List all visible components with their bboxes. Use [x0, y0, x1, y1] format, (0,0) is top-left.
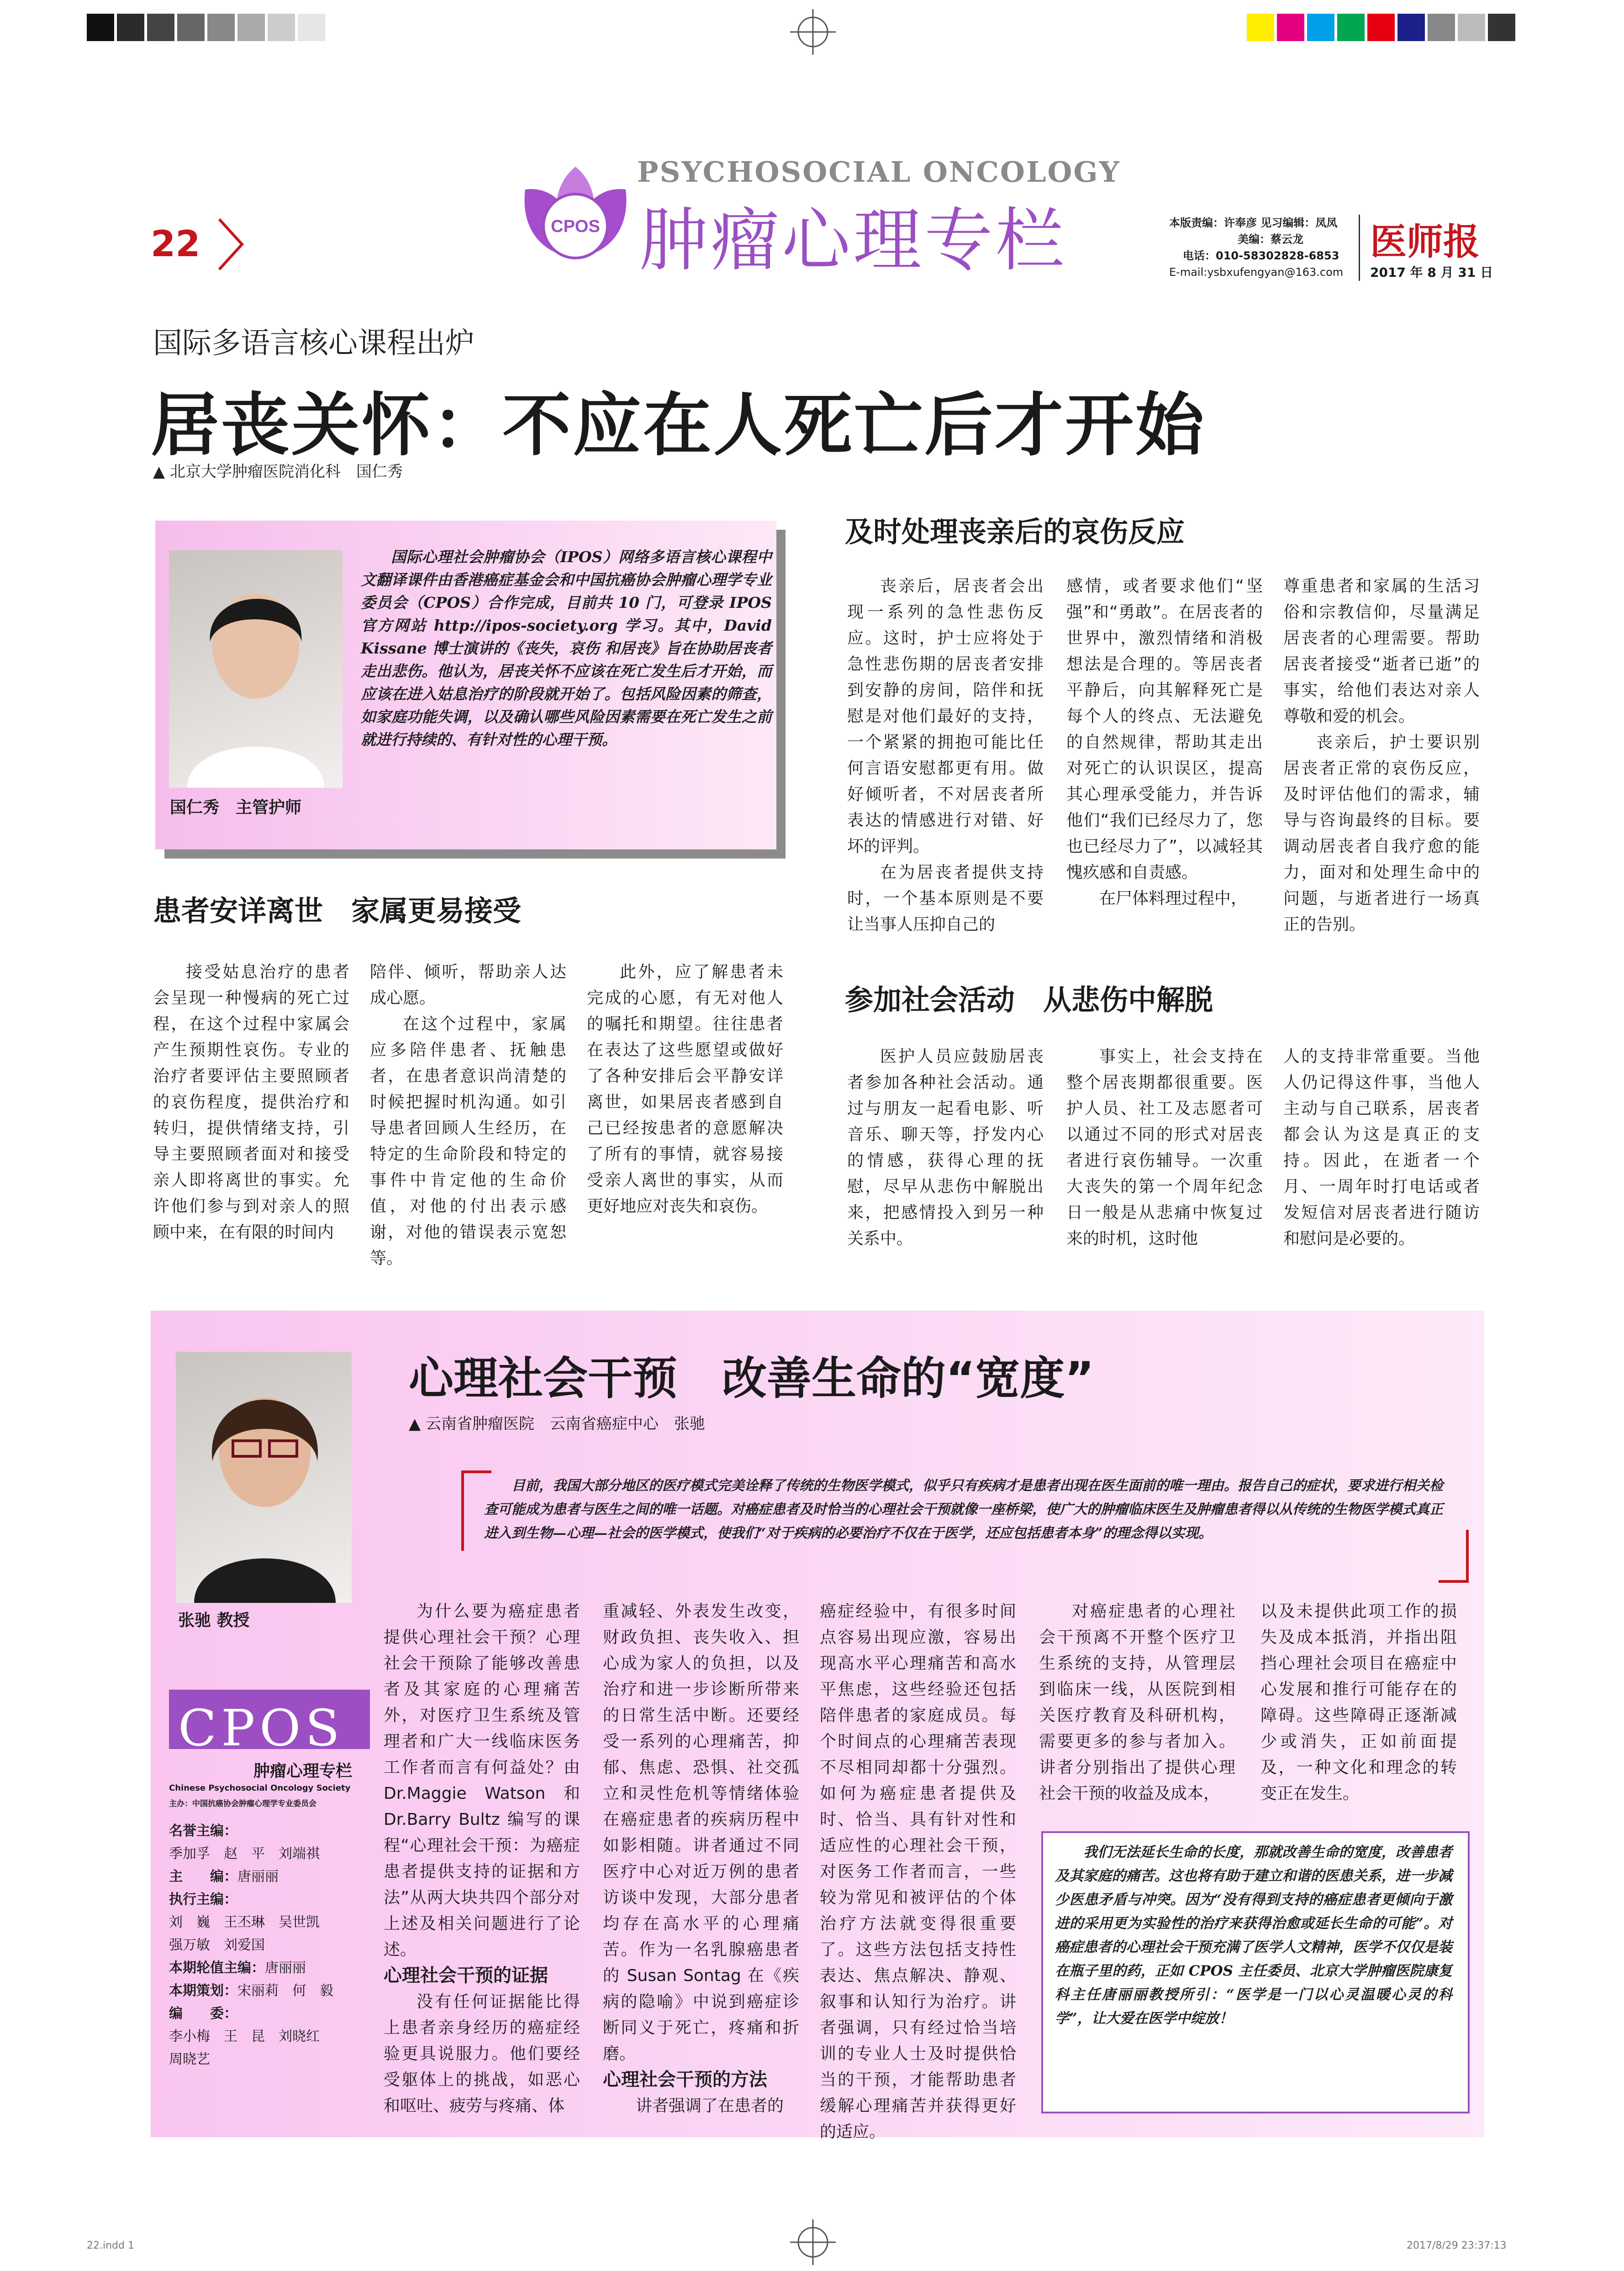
staff-row: 执行主编：	[169, 1892, 237, 1907]
author-photo-guo	[169, 550, 343, 788]
newspaper-name: 医师报	[1370, 220, 1480, 263]
section2-col2: 陪伴、倾听，帮助亲人达成心愿。 在这个过程中，家属应多陪伴患者、抚触患者，在患者意识尚清楚的时候把握时机沟通。如引导患者回顾人生经历，在特定的生命阶段和特定的事件中肯定他的生命价值，对他的付出表示感谢，对他的错误表示宽恕等。	[370, 963, 566, 1268]
article2-col3: 癌症经验中，有很多时间点容易出现应激，容易出现高水平心理痛苦和高水平焦虑，这些经验还包括陪伴患者的家庭成员。每个时间点的心理痛苦表现不尽相同却都十分强烈。如何为癌症患者提供及时、恰当、具有针对性和适应性的心理社会干预，对医务工作者而言，一些较为常见和被评估的个体治疗方法就变得很重要了。这些方法包括支持性表达、焦点解决、静观、叙事和认知行为治疗。讲者强调，只有经过恰当培训的专业人士及时提供恰当的干预，才能帮助患者缓解心理痛苦并获得更好的适应。	[820, 1602, 1016, 2141]
article2-col1: 为什么要为癌症患者提供心理社会干预？心理社会干预除了能够改善患者及其家庭的心理痛苦外，对医疗卫生系统及管理者和广大一线临床医务工作者而言有何益处？由 Dr.Maggie Watson 和 Dr.Barry Bultz 编写的课程“心理社会干预：为癌症患者提供支持的证据和方法”从两大块共四个部分对上述及相关问题进行了论述。 心理社会干预的证据 没有任何证据能比得上患者亲身经历的癌症经验更具说服力。他们要经受躯体上的挑战，如恶心和呕吐、疲劳与疼痛、体	[384, 1602, 580, 2115]
section1-col2: 感情，或者要求他们“坚强”和“勇敢”。在居丧者的世界中，激烈情绪和消极想法是合理的。等居丧者平静后，向其解释死亡是每个人的终点、无法避免的自然规律，帮助其走出对死亡的认识误区，提高其心理承受能力，并告诉他们“我们已经尽力了，您也已经尽力了”，以减轻其愧疚感和自责感。 在尸体料理过程中，	[1066, 577, 1263, 908]
crop-mark-bottom-icon	[786, 2219, 840, 2265]
section2-col1: 接受姑息治疗的患者会呈现一种慢病的死亡过程，在这个过程中家属会产生预期性哀伤。专业的治疗者要评估主要照顾者的哀伤程度，提供治疗和转归，提供情绪支持，引导主要照顾者面对和接受亲人即将离世的事实。允许他们参与到对亲人的照顾中来，在有限的时间内	[153, 963, 349, 1242]
subheading-methods: 心理社会干预的方法	[603, 2069, 767, 2090]
sidebar-society-en: Chinese Psychosocial Oncology Society	[169, 1783, 351, 1793]
section1-col1: 丧亲后，居丧者会出现一系列的急性悲伤反应。这时，护士应将处于急性悲伤期的居丧者安排到安静的房间，陪伴和抚慰是对他们最好的支持，一个紧紧的拥抱可能比任何言语安慰都更有用。做好倾听者，不对居丧者所表达的情感进行对错、好坏的评判。 在为居丧者提供支持时，一个基本原则是不要让当事人压抑自己的	[847, 577, 1044, 934]
section2-col3: 此外，应了解患者未完成的心愿，有无对他人的嘱托和期望。往往患者在表达了这些愿望或做好了各种安排后会平静安详离世，如果居丧者感到自己已经按患者的意愿解决了所有的事情，就容易接受亲人离世的事实，从而更好地应对丧失和哀伤。	[587, 963, 783, 1216]
crop-mark-top-icon	[786, 9, 840, 55]
staff-row: 本期轮值主编：唐丽丽	[169, 1960, 306, 1976]
staff-row: 季加孚 赵 平 刘端祺	[169, 1846, 320, 1862]
sidebar-box	[169, 1690, 370, 2110]
sidebar-staff	[169, 1820, 370, 2071]
staff-row: 李小梅 王 昆 刘晓红	[169, 2029, 320, 2044]
staff-row: 名誉主编：	[169, 1823, 237, 1839]
article2-lead: 目前，我国大部分地区的医疗模式完美诠释了传统的生物医学模式，似乎只有疾病才是患者出现在医生面前的唯一理由。报告自己的症状，要求进行相关检查可能成为患者与医生之间的唯一话题。对癌症患者及时恰当的心理社会干预就像一座桥梁，使广大的肿瘤临床医生及肿瘤患者得以从传统的生物医学模式真正进入到生物—心理—社会的医学模式，使我们“对于疾病的必要治疗不仅在于医学，还应包括患者本身”的理念得以实现。	[484, 1478, 1443, 1541]
footer-slug-left: 22.indd 1	[87, 2240, 134, 2251]
header-divider	[1359, 215, 1360, 281]
cpos-lotus-logo-icon	[507, 158, 644, 276]
section1-heading: 及时处理丧亲后的哀伤反应	[845, 515, 1185, 548]
staff-row: 本期策划：宋丽莉 何 毅	[169, 1983, 333, 1999]
article1-byline: ▲ 北京大学肿瘤医院消化科 国仁秀	[153, 463, 403, 481]
article2-col2: 重减轻、外表发生改变，财政负担、丧失收入、担心成为家人的负担，以及治疗和进一步诊断所带来的日常生活中断。还要经受一系列的心理痛苦，抑郁、焦虑、恐惧、社交孤立和灵性危机等情绪体验在癌症患者的疾病历程中如影相随。讲者通过不同医疗中心对近万例的患者访谈中发现，大部分患者均存在高水平的心理痛苦。作为一名乳腺癌患者的 Susan Sontag 在《疾病的隐喻》中说到癌症诊断同义于死亡，疼痛和折磨。 心理社会干预的方法 讲者强调了在患者的	[603, 1602, 799, 2115]
registration-bars-left	[87, 14, 343, 44]
section3-col1: 医护人员应鼓励居丧者参加各种社会活动。通过与朋友一起看电影、听音乐、聊天等，抒发内心的情感，获得心理的抚慰，尽早从悲伤中解脱出来，把感情投入到另一种关系中。	[847, 1047, 1044, 1248]
section3-heading: 参加社会活动 从悲伤中解脱	[845, 983, 1213, 1017]
photo-caption-guo: 国仁秀 主管护师	[170, 798, 302, 817]
sidebar-sponsor: 主办：中国抗癌协会肿瘤心理学专业委员会	[169, 1799, 316, 1808]
article2-col4: 对癌症患者的心理社会干预离不开整个医疗卫生系统的支持，从管理层到临床一线，从医院到相关医疗教育及科研机构，需要更多的参与者加入。讲者分别指出了提供心理社会干预的收益及成本，	[1039, 1602, 1235, 1803]
designer-line: 美编：蔡云龙	[1238, 233, 1303, 246]
quote-text: 我们无法延长生命的长度，那就改善生命的宽度，改善患者及其家庭的痛苦。这也将有助于建立和谐的医患关系，进一步减少医患矛盾与冲突。因为“没有得到支持的癌症患者更倾向于激进的采用更为实验性的治疗来获得治愈或延长生命的可能”。对癌症患者的心理社会干预充满了医学人文精神，医学不仅仅是装在瓶子里的药，正如 CPOS 主任委员、北京大学肿瘤医院康复科主任唐丽丽教授所引：“医学是一门以心灵温暖心灵的科学”，让大爱在医学中绽放！	[1055, 1844, 1453, 2027]
photo-caption-zhang: 张驰 教授	[178, 1611, 250, 1630]
article1-kicker: 国际多语言核心课程出炉	[153, 327, 475, 360]
staff-row: 刘 巍 王丕琳 吴世凯	[169, 1914, 320, 1930]
intro-text: 国际心理社会肿瘤协会（IPOS）网络多语言核心课程中文翻译课件由香港癌症基金会和中国抗癌协会肿瘤心理学专业委员会（CPOS）合作完成，目前共 10 门，可登录 IPOS 官方网站 http://ipos-society.org 学习。其中，David Kissane 博士演讲的《丧失，哀伤 和居丧》旨在协助居丧者走出悲伤。他认为，居丧关怀不应该在死亡发生后才开始，而应该在进入姑息治疗的阶段就开始了。包括风险因素的筛查，如家庭功能失调，以及确认哪些风险因素需要在死亡发生之前就进行持续的、有针对性的心理干预。	[361, 548, 772, 748]
phone-line: 电话：010-58302828-6853	[1183, 249, 1339, 262]
author-photo-zhang	[176, 1352, 352, 1603]
column-title: 肿瘤心理专栏	[639, 201, 1067, 280]
article2-col5: 以及未提供此项工作的损失及成本抵消，并指出阻挡心理社会项目在癌症中心发展和推行可能存在的障碍。这些障碍正逐渐减少或消失，正如前面提及，一种文化和理念的转变正在发生。	[1260, 1602, 1457, 1803]
footer-slug-right: 2017/8/29 23:37:13	[1407, 2240, 1507, 2251]
issue-date: 2017 年 8 月 31 日	[1370, 265, 1493, 280]
staff-row: 周晓艺	[169, 2051, 210, 2067]
registration-bars-right	[1247, 14, 1539, 44]
editor-line: 本版责编：许奉彦 见习编辑：凤凤	[1169, 216, 1338, 229]
section1-col3: 尊重患者和家属的生活习俗和宗教信仰，尽量满足居丧者的心理需要。帮助居丧者接受“逝者已逝”的事实，给他们表达对亲人尊敬和爱的机会。 丧亲后，护士要识别居丧者正常的哀伤反应，及时评估他们的需求，辅导与咨询最终的目标。要调动居丧者自我疗愈的能力，面对和处理生命中的问题，与逝者进行一场真正的告别。	[1283, 577, 1480, 934]
staff-row: 主 编：唐丽丽	[169, 1869, 279, 1885]
article2-headline: 心理社会干预 改善生命的“宽度”	[409, 1353, 1094, 1405]
sidebar-logo-letters: CPOS	[178, 1699, 344, 1757]
portrait-icon	[169, 550, 343, 788]
editor-info	[1169, 215, 1352, 280]
section3-col3: 人的支持非常重要。当他人仍记得这件事，当他人主动与自己联系，居丧者都会认为这是真正的支持。因此，在逝者一个月、一周年时打电话或者发短信对居丧者进行随访和慰问是必要的。	[1283, 1047, 1480, 1248]
article2-byline: ▲ 云南省肿瘤医院 云南省癌症中心 张驰	[409, 1415, 705, 1433]
sidebar-title: 肿瘤心理专栏	[253, 1762, 353, 1781]
staff-row: 强万敏 刘爱国	[169, 1937, 265, 1953]
staff-row: 编 委：	[169, 2006, 237, 2022]
email-line: E-mail:ysbxufengyan@163.com	[1169, 266, 1344, 279]
page-number: 22	[151, 224, 200, 265]
brand-en: PSYCHOSOCIAL ONCOLOGY	[637, 155, 1121, 189]
logo-text: CPOS	[551, 217, 600, 236]
portrait-icon	[176, 1352, 352, 1603]
subheading-evidence: 心理社会干预的证据	[384, 1965, 548, 1986]
chevron-right-icon	[215, 215, 247, 274]
section3-col2: 事实上，社会支持在整个居丧期都很重要。医护人员、社工及志愿者可以通过不同的形式对居丧者进行哀伤辅导。一次重大丧失的第一个周年纪念日一般是从悲痛中恢复过来的时机，这时他	[1066, 1047, 1263, 1248]
article1-headline: 居丧关怀：不应在人死亡后才开始	[151, 386, 1206, 465]
section2-heading: 患者安详离世 家属更易接受	[153, 894, 522, 927]
